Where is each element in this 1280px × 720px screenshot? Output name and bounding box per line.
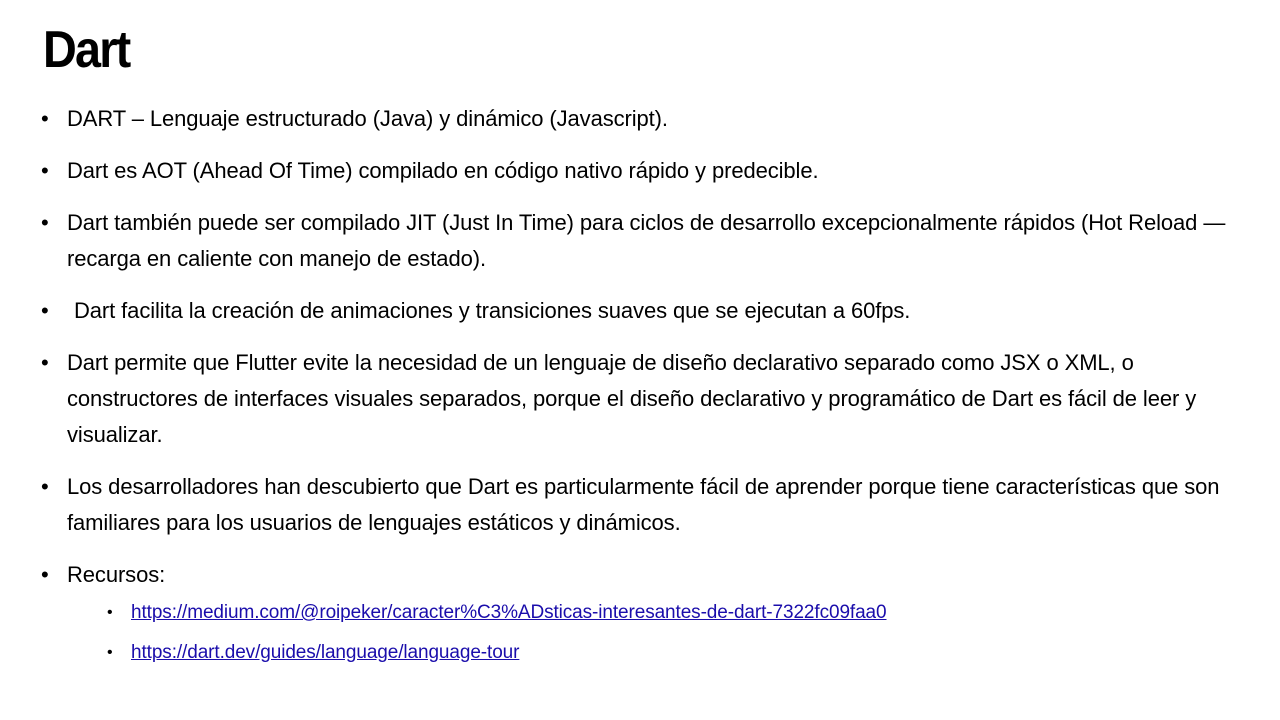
bullet-item <box>0 101 1280 137</box>
sub-bullet-dot: • <box>107 604 113 621</box>
slide-title: Dart <box>43 21 130 79</box>
bullet-text: Dart permite que Flutter evite la necesidad de un lenguaje de diseño declarativo separado como JSX o XML, o constructores de interfaces visuales separados, porque el diseño declarativo y programático de Dart es fácil de leer y visualizar. <box>67 350 1197 447</box>
resource-item <box>0 639 1230 667</box>
bullet-dot: • <box>41 298 49 323</box>
bullet-item <box>0 205 1280 277</box>
bullet-dot: • <box>41 474 49 499</box>
bullet-text: Los desarrolladores han descubierto que Dart es particularmente fácil de aprender porque tiene características que son familiares para los usuarios de lenguajes estáticos y dinámicos. <box>67 474 1220 535</box>
bullet-list <box>0 101 1280 683</box>
bullet-text: Dart facilita la creación de animaciones y transiciones suaves que se ejecutan a 60fps. <box>74 298 911 323</box>
bullet-item <box>0 469 1280 541</box>
resource-link-dart-tour[interactable]: https://dart.dev/guides/language/language-tour <box>131 642 520 663</box>
bullet-text: Dart es AOT (Ahead Of Time) compilado en código nativo rápido y predecible. <box>67 158 819 183</box>
bullet-dot: • <box>41 350 49 375</box>
bullet-dot: • <box>41 158 49 183</box>
bullet-text: Recursos: <box>67 562 166 587</box>
bullet-dot: • <box>41 106 49 131</box>
resource-item <box>0 599 1230 627</box>
bullet-text: Dart también puede ser compilado JIT (Just In Time) para ciclos de desarrollo excepcionalmente rápidos (Hot Reload — recarga en caliente con manejo de estado). <box>67 210 1226 271</box>
bullet-text: DART – Lenguaje estructurado (Java) y dinámico (Javascript). <box>67 106 668 131</box>
bullet-item <box>0 153 1280 189</box>
sub-bullet-dot: • <box>107 644 113 661</box>
resource-link-medium[interactable]: https://medium.com/@roipeker/caracter%C3%ADsticas-interesantes-de-dart-7322fc09faa0 <box>131 602 887 623</box>
resource-list <box>67 599 1230 667</box>
bullet-dot: • <box>41 562 49 587</box>
bullet-item <box>0 293 1280 329</box>
bullet-item-resources <box>0 557 1280 667</box>
bullet-dot: • <box>41 210 49 235</box>
bullet-item <box>0 345 1280 453</box>
